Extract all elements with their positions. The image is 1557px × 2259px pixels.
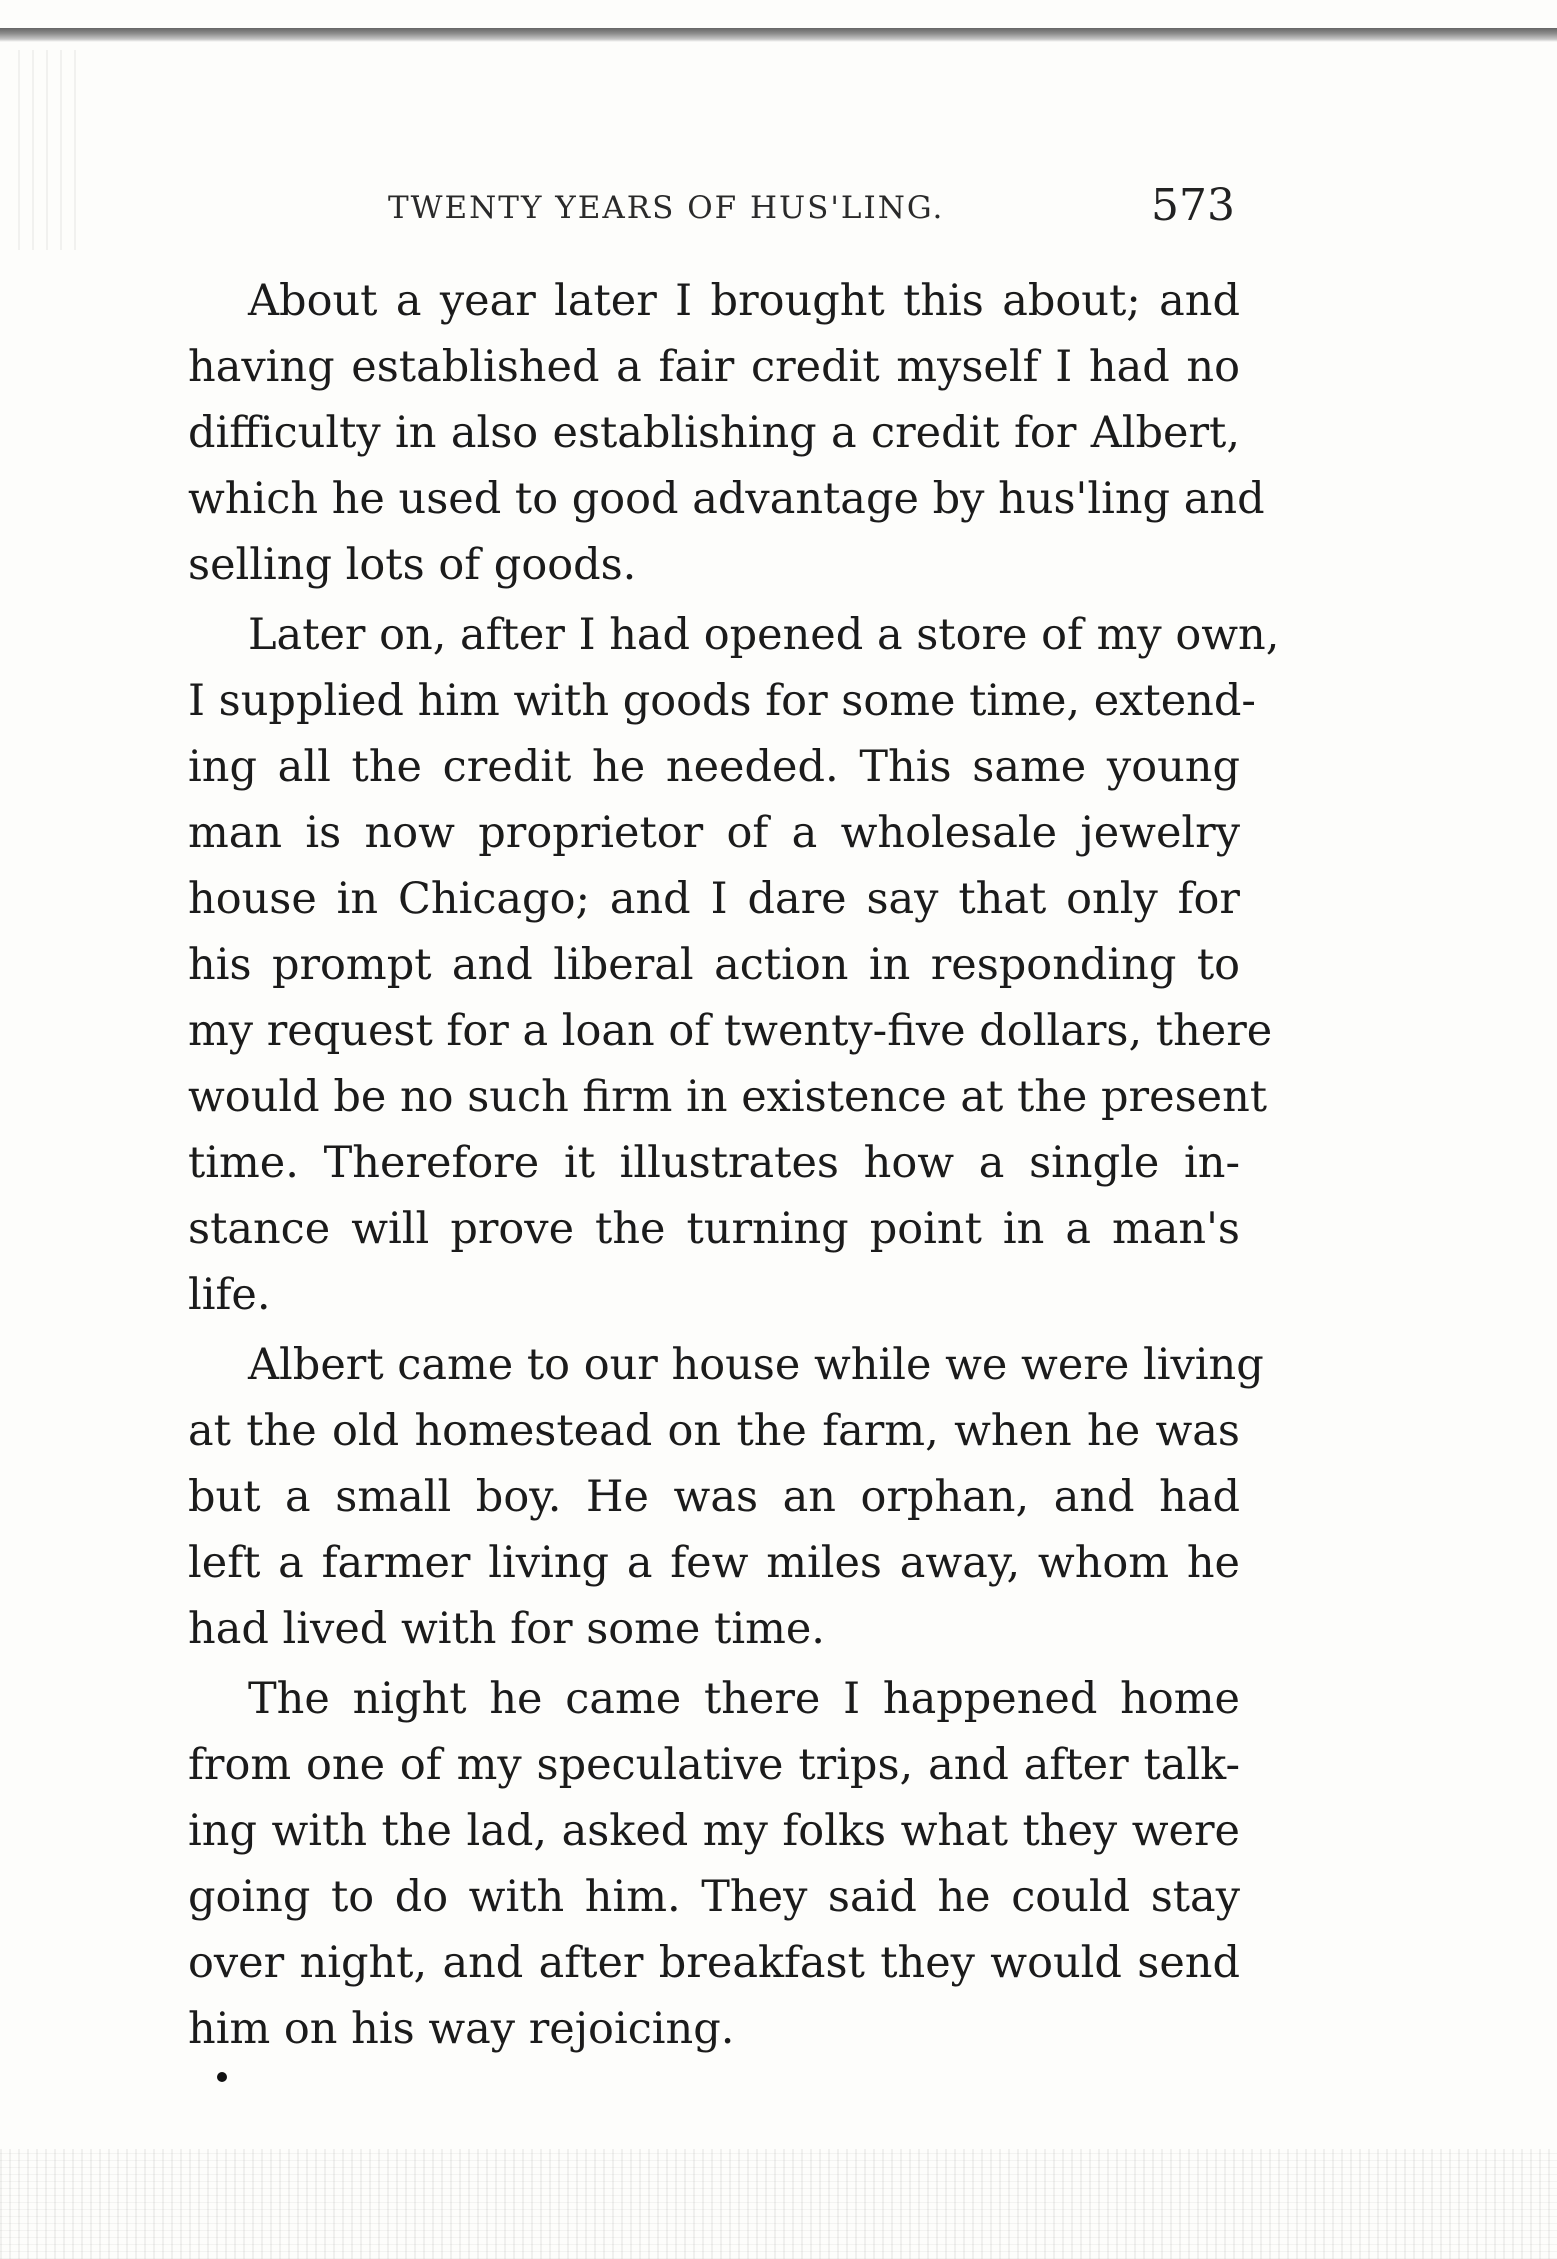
page-number: 573 — [1151, 180, 1235, 231]
text-line: having established a fair credit myself I had no — [188, 342, 1240, 392]
text-line: The night he came there I happened home — [248, 1674, 1240, 1724]
paragraph — [188, 1666, 1240, 2062]
text-line: stance will prove the turning point in a man's — [188, 1204, 1240, 1254]
text-line: Albert came to our house while we were living — [248, 1340, 1264, 1390]
text-line: at the old homestead on the farm, when he was — [188, 1406, 1240, 1456]
text-line: over night, and after breakfast they would send — [188, 1938, 1240, 1988]
text-line: from one of my speculative trips, and after talk- — [188, 1740, 1240, 1790]
text-line: ing with the lad, asked my folks what they were — [188, 1806, 1240, 1856]
paragraph — [188, 268, 1265, 598]
page-header — [188, 180, 1243, 240]
text-line: house in Chicago; and I dare say that only for — [188, 874, 1240, 924]
running-head: TWENTY YEARS OF HUS'LING. — [388, 190, 945, 226]
scan-noise — [0, 2149, 1557, 2259]
paragraph — [188, 1332, 1264, 1662]
text-line: going to do with him. They said he could stay — [188, 1872, 1240, 1922]
text-line: difficulty in also establishing a credit for Albert, — [188, 408, 1240, 458]
text-line: selling lots of goods. — [188, 540, 637, 590]
text-line: man is now proprietor of a wholesale jewelry — [188, 808, 1240, 858]
text-line: him on his way rejoicing. — [188, 2004, 735, 2054]
scan-noise — [18, 50, 78, 250]
ink-dot — [217, 2072, 227, 2082]
text-line: but a small boy. He was an orphan, and had — [188, 1472, 1240, 1522]
text-line: my request for a loan of twenty-five dollars, there — [188, 1006, 1273, 1056]
body-text — [188, 268, 1280, 2066]
text-line: About a year later I brought this about; and — [248, 276, 1240, 326]
text-line: had lived with for some time. — [188, 1604, 825, 1654]
text-line: his prompt and liberal action in responding to — [188, 940, 1240, 990]
text-line: which he used to good advantage by hus'ling and — [188, 474, 1265, 524]
text-line: left a farmer living a few miles away, whom he — [188, 1538, 1240, 1588]
text-line: Later on, after I had opened a store of my own, — [248, 610, 1280, 660]
text-line: ing all the credit he needed. This same young — [188, 742, 1240, 792]
text-line: life. — [188, 1270, 271, 1320]
text-line: I supplied him with goods for some time, extend- — [188, 676, 1256, 726]
paragraph — [188, 602, 1280, 1328]
text-line: time. Therefore it illustrates how a single in- — [188, 1138, 1240, 1188]
scan-edge — [0, 28, 1557, 42]
text-line: would be no such firm in existence at the present — [188, 1072, 1268, 1122]
